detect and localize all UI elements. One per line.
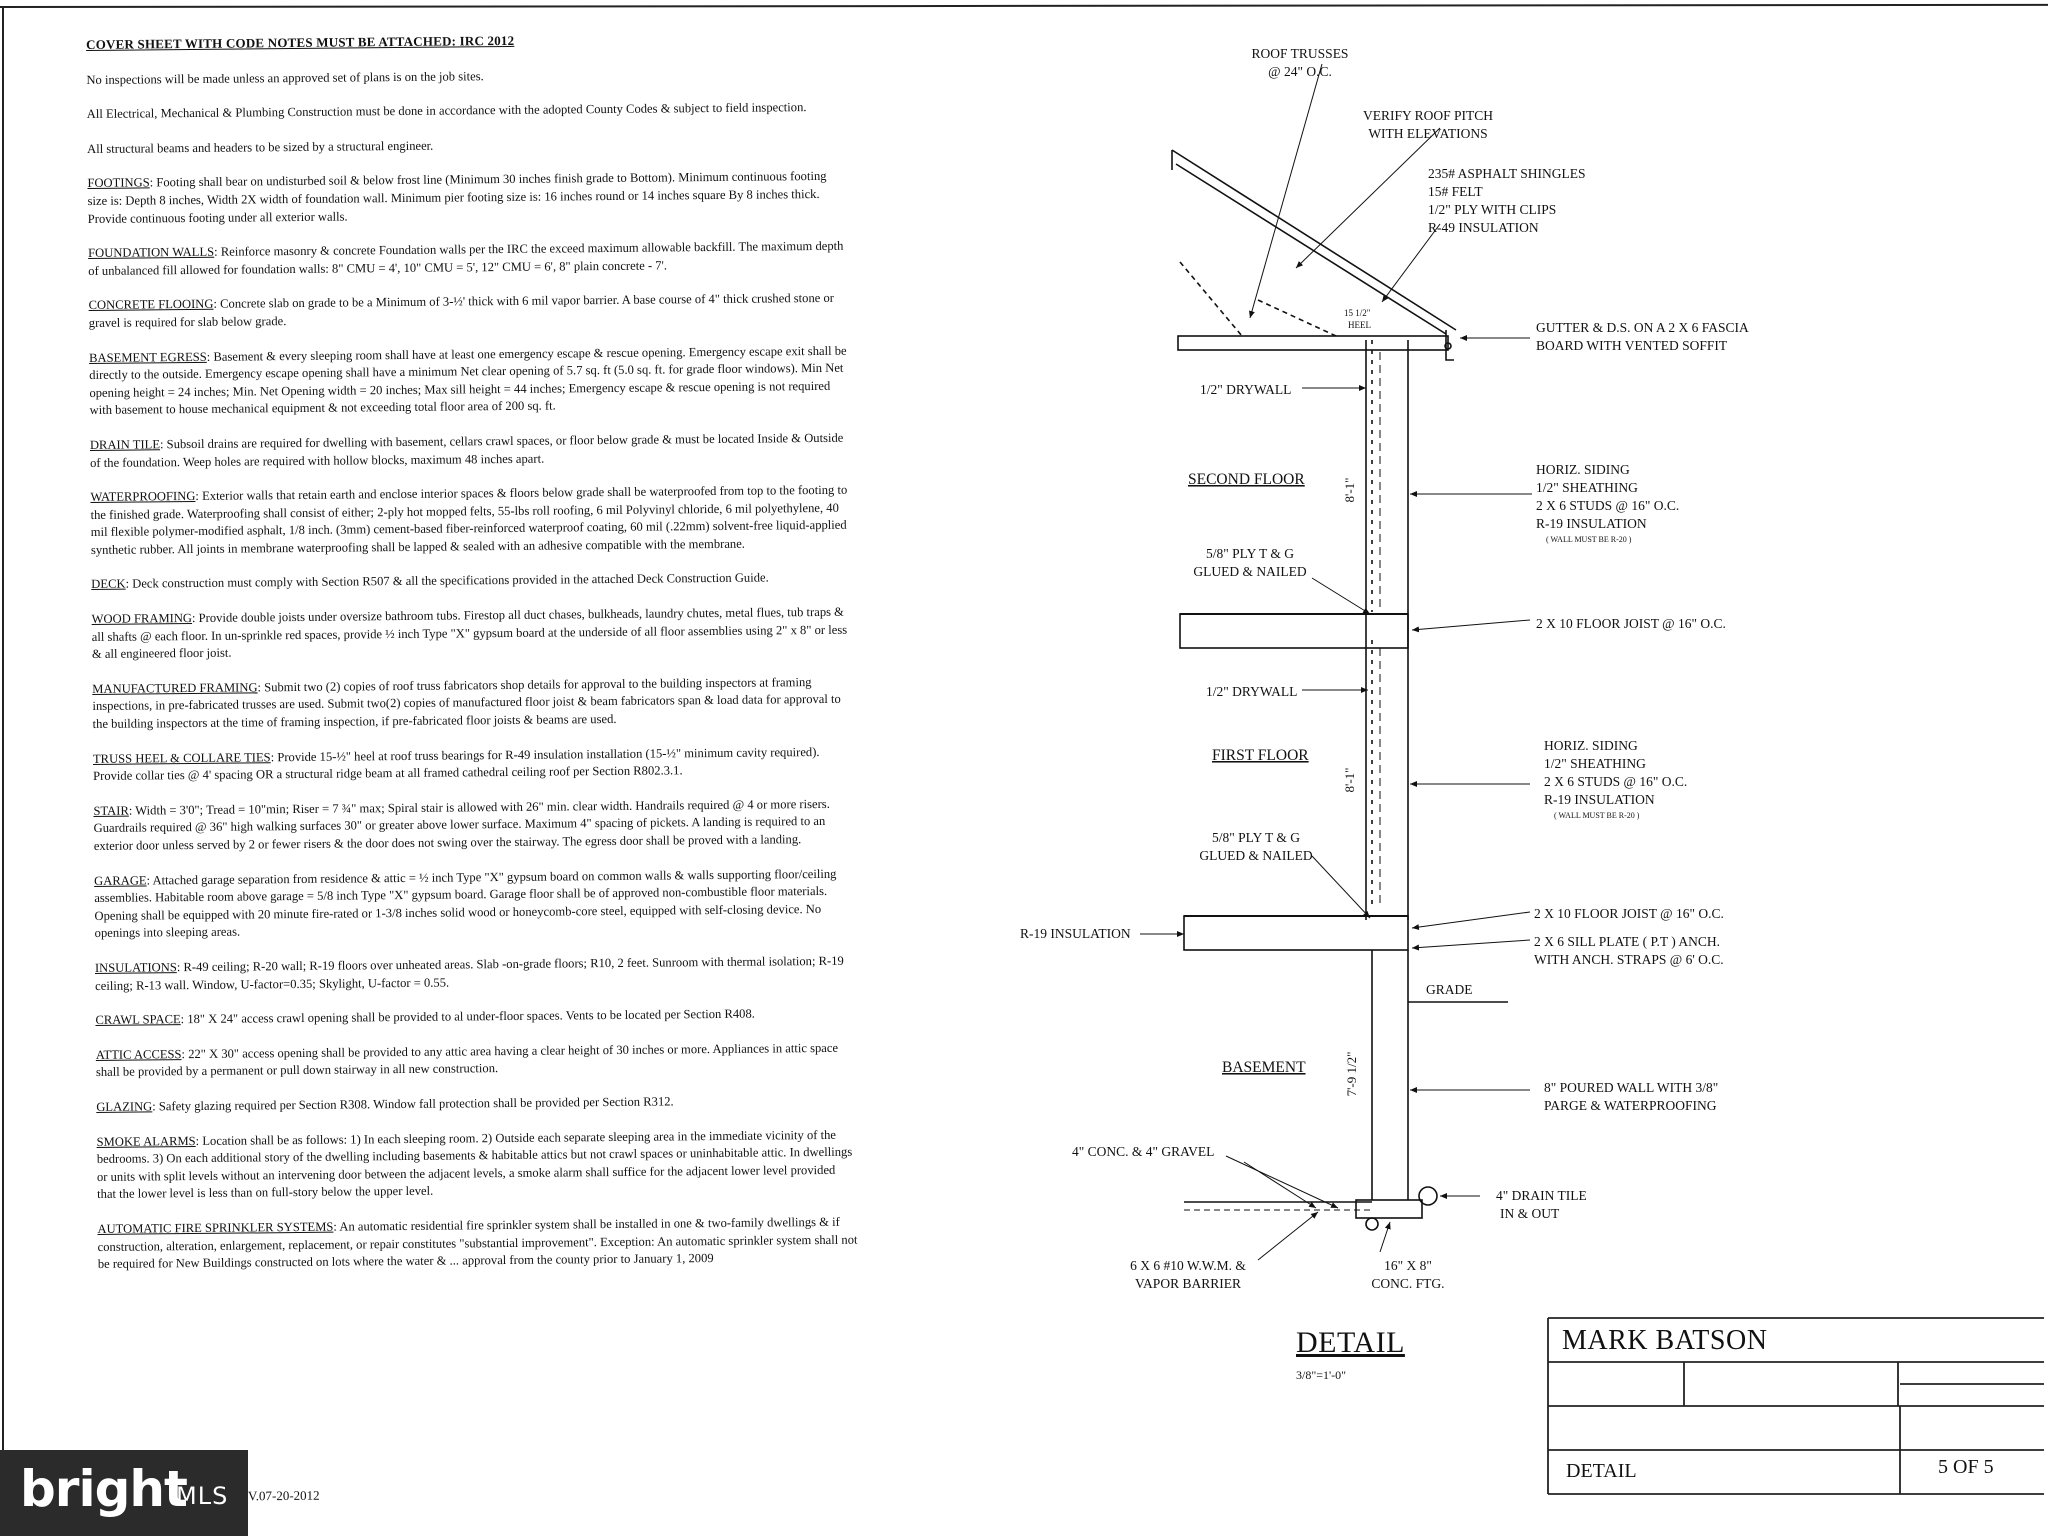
label-r19: R-19 INSULATION xyxy=(1020,926,1131,941)
code-note-text: : Provide 15-½" heel at roof truss bearings for R-49 insulation installation (15-½" minimum cavity required). Provide collar ties @ 4' spacing OR a structural ridge beam at all framed cathedral ceiling roof per Section R802.3.1. xyxy=(93,744,820,784)
code-note-text: : Exterior walls that retain earth and enclose interior spaces & floors below grade shall be waterproofed from top to the footing to the finished grade. Waterproofing shall consist of either; 2-ply hot mopped felts, 55-lbs roll roofing, 6 mil Polyvinyl chloride, 6 mil polyethylene, 40 mil flexible polymer-modified asphalt, 1/8 inch. (3mm) cement-based fiber-reinforced waterproof coating, 60 mil (.22mm) solvent-free liquid-applied synthetic rubber. All joints in membrane waterproofing shall be lapped & sealed with an adhesive compatible with the membrane. xyxy=(90,482,848,557)
label-footing-2: CONC. FTG. xyxy=(1371,1276,1445,1291)
code-note-heading: CRAWL SPACE xyxy=(95,1012,181,1028)
label-wall-lower: R-19 INSULATION xyxy=(1544,792,1655,807)
label-subfloor-lower-2: GLUED & NAILED xyxy=(1199,848,1313,863)
label-wwm: 6 X 6 #10 W.W.M. & xyxy=(1130,1258,1246,1273)
label-grade: GRADE xyxy=(1426,982,1473,997)
label-wall-lower: 2 X 6 STUDS @ 16" O.C. xyxy=(1544,774,1688,789)
height-first-floor: 8'-1" xyxy=(1342,767,1357,793)
label-heel: 15 1/2" xyxy=(1344,308,1371,318)
label-subfloor-upper: 5/8" PLY T & G xyxy=(1206,546,1294,561)
code-note-text: : Location shall be as follows: 1) In each sleeping room. 2) Outside each separate sleeping area in the immediate vicinity of the bedrooms. 3) On each additional story of the dwelling including basements & habitable attics but not crawl spaces or uninhabitable attic. In dwellings or units with split levels without an intervening door between the adjacent levels, a smoke alarm shall suffice for the adjacent lower level provided that the lower level is less than on full-story below the upper level. xyxy=(96,1127,853,1202)
code-note-text: : Footing shall bear on undisturbed soil & below frost line (Minimum 30 inches finish grade to Bottom). Minimum continuous footing size is: Depth 8 inches, Width 2X width of foundation wall. Minimum pier footing size is: 16 inches round or 14 inches square By 8 inches thick. Provide continuous footing under all exterior walls. xyxy=(87,169,827,226)
detail-scale: 3/8"=1'-0" xyxy=(1296,1368,1347,1382)
logo-mls: MLS xyxy=(176,1482,229,1510)
code-note-heading: MANUFACTURED FRAMING xyxy=(92,680,258,696)
label-first-floor: FIRST FLOOR xyxy=(1212,747,1309,764)
label-wall-lower: 1/2" SHEATHING xyxy=(1544,756,1646,771)
label-roof-assembly: 235# ASPHALT SHINGLES xyxy=(1428,166,1586,181)
code-note-heading: GLAZING xyxy=(96,1099,153,1114)
revision-date: V.07-20-2012 xyxy=(247,1487,320,1504)
code-note-text: : 22" X 30" access opening shall be provided to any attic area having a clear height of 30 inches or more. Appliances in attic space shall be provided by a permanent or pull down stairway in all new construction. xyxy=(95,1040,839,1080)
code-note-heading: INSULATIONS xyxy=(94,960,177,975)
label-verify-pitch-2: WITH ELEVATIONS xyxy=(1368,126,1488,141)
label-basement: BASEMENT xyxy=(1222,1059,1306,1076)
code-note-text: : Safety glazing required per Section R308. Window fall protection shall be provided per Section R312. xyxy=(152,1094,674,1114)
note-intro: All Electrical, Mechanical & Plumbing Construction must be done in accordance with the adopted County Codes & subject to field inspection. xyxy=(86,100,807,122)
label-poured-wall: 8" POURED WALL WITH 3/8" xyxy=(1544,1080,1719,1095)
code-note-text: : Attached garage separation from residence & attic = ½ inch Type "X" gypsum board on common walls & walls supporting floor/ceiling assemblies. Habitable room above garage = 5/8 inch Type "X" gypsum board. Garage floor shall be of approved non-combustible floor materials. Opening shall be equipped with 20 minute fire-rated or 1-3/8 inches solid wood or honeycomb-core steel, equipped with self-closing device. No openings into sleeping areas. xyxy=(94,866,837,941)
code-note-heading: DECK xyxy=(91,577,126,592)
title-block-sheet-title: DETAIL xyxy=(1566,1460,1637,1482)
code-note-heading: TRUSS HEEL & COLLARE TIES xyxy=(92,749,271,766)
label-drywall-upper: 1/2" DRYWALL xyxy=(1200,382,1292,397)
code-note-heading: BASEMENT EGRESS xyxy=(89,349,207,365)
label-second-floor: SECOND FLOOR xyxy=(1188,471,1305,488)
label-subfloor-upper-2: GLUED & NAILED xyxy=(1193,564,1307,579)
note-intro: No inspections will be made unless an approved set of plans is on the job sites. xyxy=(86,68,484,87)
code-note-heading: FOOTINGS xyxy=(87,175,150,191)
detail-title: DETAIL xyxy=(1296,1326,1405,1359)
label-wall-lower: HORIZ. SIDING xyxy=(1544,738,1638,753)
label-heel-2: HEEL xyxy=(1348,320,1371,330)
code-note-heading: STAIR xyxy=(93,803,129,818)
floor-joist-upper xyxy=(1180,614,1408,648)
label-sill-plate: 2 X 6 SILL PLATE ( P.T ) ANCH. xyxy=(1534,934,1721,949)
height-second-floor: 8'-1" xyxy=(1342,477,1357,503)
drain-tile-inner xyxy=(1366,1218,1378,1230)
label-gravel: 4" CONC. & 4" GRAVEL xyxy=(1072,1144,1215,1159)
label-joist-lower: 2 X 10 FLOOR JOIST @ 16" O.C. xyxy=(1534,906,1724,921)
label-roof-assembly: 15# FELT xyxy=(1428,184,1483,199)
code-note-heading: DRAIN TILE xyxy=(89,437,161,452)
code-note-text: : Concrete slab on grade to be a Minimum of 3-½' thick with 6 mil vapor barrier. A base course of 4" thick crushed stone or gravel is required for slab below grade. xyxy=(88,291,835,330)
code-note-heading: FOUNDATION WALLS xyxy=(88,244,215,261)
label-roof-assembly: R-49 INSULATION xyxy=(1428,220,1539,235)
floor-joist-lower xyxy=(1184,916,1408,950)
label-footing: 16" X 8" xyxy=(1384,1258,1432,1273)
label-verify-pitch: VERIFY ROOF PITCH xyxy=(1362,108,1494,123)
code-note-heading: WOOD FRAMING xyxy=(91,611,193,627)
label-roof-assembly: 1/2" PLY WITH CLIPS xyxy=(1428,202,1557,217)
code-note-text: : An automatic residential fire sprinkler system shall be installed in one & two-family dwellings & if construction, alteration, enlargement, replacement, or repair constitutes "substantial improvement". Exception: An automatic sprinkler system shall not be required for New Buildings constructed on lots where the water & ... approval from the county prior to January 1, 2009 xyxy=(97,1214,858,1272)
label-wall-upper: R-19 INSULATION xyxy=(1536,516,1647,531)
code-note-heading: GARAGE xyxy=(94,873,147,888)
label-drywall-lower: 1/2" DRYWALL xyxy=(1206,684,1298,699)
roof-line xyxy=(1172,150,1456,330)
code-note-heading: SMOKE ALARMS xyxy=(96,1133,196,1149)
title-block-sheet-number: 5 OF 5 xyxy=(1938,1456,1994,1478)
label-wwm-2: VAPOR BARRIER xyxy=(1135,1276,1241,1291)
title-block-name: MARK BATSON xyxy=(1562,1325,1768,1356)
drain-tile-outer xyxy=(1419,1187,1437,1205)
label-joist-upper: 2 X 10 FLOOR JOIST @ 16" O.C. xyxy=(1536,616,1726,631)
label-gutter: GUTTER & D.S. ON A 2 X 6 FASCIA xyxy=(1536,320,1749,335)
notes-title: COVER SHEET WITH CODE NOTES MUST BE ATTACHED: IRC 2012 xyxy=(86,32,515,52)
label-drain-tile: 4" DRAIN TILE xyxy=(1496,1188,1587,1203)
code-note-text: : Reinforce masonry & concrete Foundation walls per the IRC the exceed maximum allowable backfill. The maximum depth of unbalanced fill allowed for foundation walls: 8" CMU = 4', 10" CMU = 5', 12" CMU = 6', 8" plain concrete - 7'. xyxy=(88,238,844,278)
code-note-text: : Submit two (2) copies of roof truss fabricators shop details for approval to the building inspectors at framing inspections, in pre-fabricated trusses are used. Submit two(2) copies of manufactured floor joist & beam fabricators span & load data for approval to the building inspectors at the time of framing inspection, if pre-fabricated floor joists & beams are used. xyxy=(92,674,841,731)
code-note-heading: WATERPROOFING xyxy=(90,489,196,505)
roof-line-inner xyxy=(1176,164,1446,334)
label-roof-trusses-spacing: @ 24" O.C. xyxy=(1268,64,1332,79)
code-note-text: : Width = 3'0"; Tread = 10"min; Riser = 7 ¾" max; Spiral stair is allowed with 26" min. clear width. Handrails required @ 4 or more risers. Guardrails required @ 36" high walking surfaces 30" or greater above lower surface. Maximum 4" spacing of pickets. A landing is required to an exterior door unless served by 2 or fewer risers & the door does not swing over the stairway. The egress door shall be proved with a landing. xyxy=(93,796,830,853)
code-note-text: : 18" X 24" access crawl opening shall be provided to al under-floor spaces. Vents to be located per Section R408. xyxy=(180,1006,755,1027)
label-wall-upper: 2 X 6 STUDS @ 16" O.C. xyxy=(1536,498,1680,513)
label-wall-upper: 1/2" SHEATHING xyxy=(1536,480,1638,495)
label-drain-tile-2: IN & OUT xyxy=(1500,1206,1560,1221)
label-roof-trusses: ROOF TRUSSES xyxy=(1251,46,1349,61)
code-note-heading: AUTOMATIC FIRE SPRINKLER SYSTEMS xyxy=(97,1219,334,1236)
note-intro: All structural beams and headers to be sized by a structural engineer. xyxy=(87,138,434,156)
label-gutter-2: BOARD WITH VENTED SOFFIT xyxy=(1536,338,1728,353)
code-note-text: : Subsoil drains are required for dwelling with basement, cellars crawl spaces, or floor below grade & must be located Inside & Outside of the foundation. Weep holes are required with hollow blocks, maximum 48 inches apart. xyxy=(90,430,844,470)
height-basement: 7'-9 1/2" xyxy=(1344,1051,1359,1097)
code-note-text: : R-49 ceiling; R-20 wall; R-19 floors over unheated areas. Slab -on-grade floors; R10, 2 feet. Sunroom with thermal isolation; R-19 ceiling; R-13 wall. Window, U-factor=0.35; Skylight, U-factor = 0.55. xyxy=(95,953,844,993)
code-note-text: : Provide double joists under oversize bathroom tubs. Firestop all duct chases, bulkheads, laundry chutes, metal flues, tub traps & all shafts @ each floor. In un-sprinkle red spaces, provide ½ inch Type "X" gypsum board at the underside of all floor assemblies using 2" x 8" or less & all engineered floor joist. xyxy=(91,604,848,662)
label-subfloor-lower: 5/8" PLY T & G xyxy=(1212,830,1300,845)
label-sill-plate-2: WITH ANCH. STRAPS @ 6' O.C. xyxy=(1534,952,1724,967)
code-note-heading: ATTIC ACCESS xyxy=(95,1046,182,1062)
label-wall-upper: HORIZ. SIDING xyxy=(1536,462,1630,477)
label-wall-note: ( WALL MUST BE R-20 ) xyxy=(1546,535,1632,544)
label-wall-note: ( WALL MUST BE R-20 ) xyxy=(1554,811,1640,820)
code-note-text: : Deck construction must comply with Section R507 & all the specifications provided in the attached Deck Construction Guide. xyxy=(125,570,769,592)
label-poured-wall-2: PARGE & WATERPROOFING xyxy=(1544,1098,1717,1113)
logo-wordmark: bright xyxy=(20,1460,187,1518)
code-note-heading: CONCRETE FLOOING xyxy=(88,297,214,313)
code-note-text: : Basement & every sleeping room shall have at least one emergency escape & rescue opening. Emergency escape exit shall be directly to the outside. Emergency escape opening shall have a minimum Net clear opening of 5.7 sq. ft (5.0 sq. ft. for grade floor windows). Min Net opening height = 24 inches; Min. Net Opening width = 20 inches; Max sill height = 44 inches; Emergency escape & rescue opening is not required with basement to house mechanical equipment & not exceeding total floor area of 200 sq. ft. xyxy=(89,343,847,418)
